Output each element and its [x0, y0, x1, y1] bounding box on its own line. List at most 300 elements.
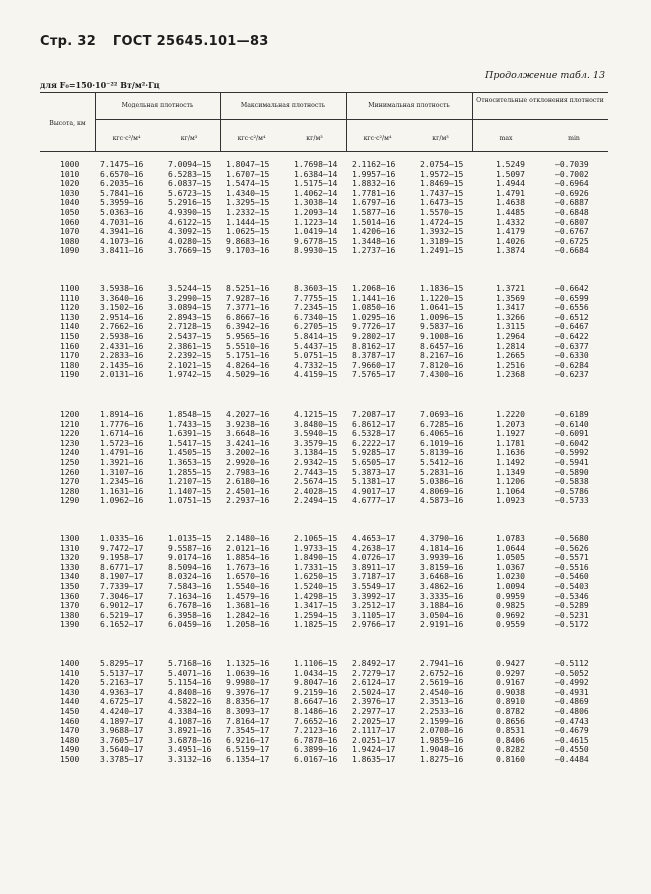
max-kgs-cell: 4.8264—16: [226, 360, 270, 370]
min-kgs-cell: 1.4206—16: [352, 227, 396, 237]
altitude-cell: 1040: [60, 198, 80, 208]
max-kg-cell: 4.1215—15: [294, 410, 338, 419]
model-kgs-cell: 7.1475—16: [100, 160, 144, 169]
rel-max-cell: 1.1927: [496, 429, 525, 439]
max-kgs-cell: 6.9216—17: [226, 735, 270, 745]
rel-max-cell: 1.0783: [496, 534, 525, 543]
max-kgs-cell: 6.5159—17: [226, 745, 270, 755]
model-kg-cell: 3.3132—16: [168, 754, 212, 764]
rel-max-cell: 0.9297: [496, 668, 525, 678]
max-kgs-cell: 7.9287—16: [226, 293, 270, 303]
max-kgs-cell: 1.0625—15: [226, 227, 270, 237]
rel-max-cell: 0.9038: [496, 687, 525, 697]
altitude-cell: 1150: [60, 331, 80, 341]
max-kg-cell: 1.6384—14: [294, 169, 338, 179]
max-kgs-cell: 3.9238—16: [226, 419, 270, 429]
altitude-cell: 1380: [60, 610, 80, 620]
max-kgs-cell: 6.3942—16: [226, 322, 270, 332]
min-kgs-cell: 5.6505—17: [352, 457, 396, 467]
altitude-cell: 1310: [60, 543, 80, 553]
model-kg-cell: 4.6122—15: [168, 217, 212, 227]
min-kgs-cell: 1.7781—16: [352, 188, 396, 198]
rel-min-cell: —0.6189: [555, 410, 589, 419]
model-kgs-cell: 5.7841—16: [100, 188, 144, 198]
model-kg-cell: 5.4071—16: [168, 668, 212, 678]
min-kgs-cell: 1.2068—16: [352, 284, 396, 293]
table-row: [40, 448, 608, 458]
max-kg-cell: 1.4062—14: [294, 188, 338, 198]
rel-max-cell: 1.2220: [496, 410, 525, 419]
model-kg-cell: 2.1021—15: [168, 360, 212, 370]
min-kg-cell: 7.0693—16: [420, 410, 464, 419]
min-kgs-cell: 1.5877—16: [352, 207, 396, 217]
min-kgs-cell: 1.8635—17: [352, 754, 396, 764]
model-kg-cell: 4.5822—16: [168, 697, 212, 707]
max-kg-cell: 7.2123—16: [294, 726, 338, 736]
model-kg-cell: 1.0135—15: [168, 534, 212, 543]
model-kg-cell: 2.5437—15: [168, 331, 212, 341]
table-row: [40, 410, 608, 420]
table-header: [40, 92, 608, 152]
max-kgs-cell: 1.3681—16: [226, 601, 270, 611]
max-kg-cell: 1.0434—15: [294, 668, 338, 678]
table-row: [40, 601, 608, 611]
min-kgs-cell: 4.9017—17: [352, 486, 396, 496]
model-kg-cell: 3.8921—16: [168, 726, 212, 736]
table-row: [40, 342, 608, 352]
row-group: [40, 284, 608, 380]
rel-max-cell: 0.9559: [496, 620, 525, 630]
rel-min-cell: —0.4484: [555, 754, 589, 764]
rel-max-cell: 0.9959: [496, 591, 525, 601]
altitude-cell: 1050: [60, 207, 80, 217]
altitude-cell: 1330: [60, 562, 80, 572]
min-kg-cell: 1.1220—15: [420, 293, 464, 303]
rel-min-cell: —0.6926: [555, 188, 589, 198]
min-kgs-cell: 7.5765—17: [352, 370, 396, 380]
row-group: [40, 410, 608, 506]
rel-min-cell: —0.5289: [555, 601, 589, 611]
max-kgs-cell: 5.1751—16: [226, 351, 270, 361]
model-kg-cell: 1.2855—15: [168, 467, 212, 477]
row-group: [40, 160, 608, 256]
rel-min-cell: —0.6964: [555, 179, 589, 189]
table-row: [40, 208, 608, 218]
min-kg-cell: 1.0641—15: [420, 303, 464, 313]
table-row: [40, 458, 608, 468]
model-kg-cell: 8.0324—16: [168, 572, 212, 582]
rel-max-cell: 0.9825: [496, 601, 525, 611]
min-kgs-cell: 7.9660—17: [352, 360, 396, 370]
model-kgs-cell: 3.1502—16: [100, 303, 144, 313]
flux-condition: для F₀=150·10⁻²² Вт/м²·Гц: [40, 80, 160, 90]
altitude-cell: 1110: [60, 293, 80, 303]
max-kgs-cell: 9.1703—16: [226, 246, 270, 256]
rel-min-cell: —0.4679: [555, 726, 589, 736]
altitude-cell: 1080: [60, 236, 80, 246]
model-kgs-cell: 8.1907—17: [100, 572, 144, 582]
table-row: [40, 659, 608, 669]
model-kgs-cell: 3.8411—16: [100, 246, 144, 256]
model-kg-cell: 7.5843—16: [168, 581, 212, 591]
max-kgs-cell: 5.5510—16: [226, 341, 270, 351]
rel-min-cell: —0.5786: [555, 486, 589, 496]
model-kg-cell: 4.9390—15: [168, 207, 212, 217]
max-kg-cell: 7.2345—15: [294, 303, 338, 313]
max-kgs-cell: 2.1480—16: [226, 534, 270, 543]
min-kgs-cell: 1.0295—16: [352, 312, 396, 322]
min-kg-cell: 1.9572—15: [420, 169, 464, 179]
max-kg-cell: 5.0751—15: [294, 351, 338, 361]
rel-max-cell: 1.0094: [496, 581, 525, 591]
min-kg-cell: 2.0708—16: [420, 726, 464, 736]
max-kg-cell: 1.1106—15: [294, 659, 338, 668]
min-kgs-cell: 8.3787—17: [352, 351, 396, 361]
model-kg-cell: 5.6723—15: [168, 188, 212, 198]
max-kg-cell: 4.4159—15: [294, 370, 338, 380]
altitude-cell: 1280: [60, 486, 80, 496]
rel-max-cell: 0.8160: [496, 754, 525, 764]
model-kgs-cell: 1.1631—16: [100, 486, 144, 496]
min-kg-cell: 5.8139—16: [420, 448, 464, 458]
min-kg-cell: 3.4862—16: [420, 581, 464, 591]
rel-max-cell: 1.4179: [496, 227, 525, 237]
rel-max-cell: 1.3417: [496, 303, 525, 313]
model-kgs-cell: 9.7472—17: [100, 543, 144, 553]
max-kg-cell: 2.7443—15: [294, 467, 338, 477]
min-kg-cell: 2.0754—15: [420, 160, 464, 169]
max-density-header: Максимальная плотность: [240, 102, 326, 109]
max-kgs-cell: 1.5474—15: [226, 179, 270, 189]
table-row: [40, 669, 608, 679]
rel-max-cell: 1.1492: [496, 457, 525, 467]
max-kg-cell: 3.1384—15: [294, 448, 338, 458]
model-kg-cell: 3.6878—16: [168, 735, 212, 745]
table-row: [40, 726, 608, 736]
page-header: [40, 34, 281, 49]
max-kgs-cell: 9.9980—17: [226, 678, 270, 688]
altitude-cell: 1250: [60, 457, 80, 467]
altitude-cell: 1480: [60, 735, 80, 745]
model-kgs-cell: 8.6771—17: [100, 562, 144, 572]
min-kgs-cell: 9.2802—17: [352, 331, 396, 341]
max-kgs-cell: 1.2332—15: [226, 207, 270, 217]
max-kgs-cell: 1.2842—16: [226, 610, 270, 620]
model-kgs-cell: 1.4791—16: [100, 448, 144, 458]
model-kg-cell: 5.2916—15: [168, 198, 212, 208]
altitude-cell: 1230: [60, 438, 80, 448]
min-kgs-cell: 1.9957—16: [352, 169, 396, 179]
min-kgs-cell: 6.5328—17: [352, 429, 396, 439]
min-kg-cell: 3.9939—16: [420, 553, 464, 563]
rel-min-cell: —0.6377: [555, 341, 589, 351]
max-kg-cell: 1.3038—14: [294, 198, 338, 208]
altitude-cell: 1340: [60, 572, 80, 582]
table-row: [40, 160, 608, 170]
max-kg-cell: 1.1825—15: [294, 620, 338, 630]
table-row: [40, 370, 608, 380]
table-row: [40, 736, 608, 746]
model-kg-cell: 3.5244—15: [168, 284, 212, 293]
max-kg-cell: 1.0419—14: [294, 227, 338, 237]
max-kgs-cell: 1.5540—16: [226, 581, 270, 591]
altitude-cell: 1260: [60, 467, 80, 477]
max-kg-cell: 9.2159—16: [294, 687, 338, 697]
rel-min-cell: —0.5112: [555, 659, 589, 668]
min-kg-cell: 2.2533—16: [420, 706, 464, 716]
rel-max-cell: 1.5249: [496, 160, 525, 169]
table-row: [40, 620, 608, 630]
model-kgs-cell: 1.3921—16: [100, 457, 144, 467]
altitude-cell: 1200: [60, 410, 80, 419]
rel-min-cell: —0.4806: [555, 706, 589, 716]
table-row: [40, 477, 608, 487]
min-kgs-cell: 1.9424—17: [352, 745, 396, 755]
table-row: [40, 572, 608, 582]
rel-min-cell: —0.6684: [555, 246, 589, 256]
table-row: [40, 745, 608, 755]
min-kg-cell: 2.6752—16: [420, 668, 464, 678]
table-row: [40, 332, 608, 342]
rel-max-cell: 1.2368: [496, 370, 525, 380]
model-kg-cell: 1.6391—15: [168, 429, 212, 439]
rel-min-cell: —0.5941: [555, 457, 589, 467]
model-kgs-cell: 9.1958—17: [100, 553, 144, 563]
altitude-cell: 1320: [60, 553, 80, 563]
max-kg-cell: 8.3603—15: [294, 284, 338, 293]
rel-max-cell: 1.3569: [496, 293, 525, 303]
min-kg-cell: 3.0504—16: [420, 610, 464, 620]
min-kg-cell: 4.5873—16: [420, 496, 464, 506]
min-kg-cell: 9.1008—16: [420, 331, 464, 341]
min-kgs-cell: 5.3873—17: [352, 467, 396, 477]
model-kgs-cell: 6.6570—16: [100, 169, 144, 179]
rel-max-cell: 1.1206: [496, 477, 525, 487]
model-kg-cell: 2.8943—15: [168, 312, 212, 322]
altitude-cell: 1240: [60, 448, 80, 458]
model-kgs-cell: 4.9363—17: [100, 687, 144, 697]
table-row: [40, 697, 608, 707]
altitude-cell: 1400: [60, 659, 80, 668]
rel-min-cell: —0.5733: [555, 496, 589, 506]
rel-max-cell: 0.8282: [496, 745, 525, 755]
min-kg-cell: 2.3513—16: [420, 697, 464, 707]
rel-min-cell: —0.6467: [555, 322, 589, 332]
min-kgs-cell: 4.2638—17: [352, 543, 396, 553]
model-kg-cell: 1.7433—15: [168, 419, 212, 429]
table-row: [40, 563, 608, 573]
min-kg-cell: 2.7941—16: [420, 659, 464, 668]
model-kg-cell: 4.3092—15: [168, 227, 212, 237]
min-kg-cell: 8.6457—16: [420, 341, 464, 351]
rel-min-cell: —0.6422: [555, 331, 589, 341]
standard-code: ГОСТ 25645.101—83: [112, 34, 269, 49]
model-kg-cell: 6.3958—16: [168, 610, 212, 620]
rel-min-cell: —0.6887: [555, 198, 589, 208]
table-row: [40, 170, 608, 180]
max-kgs-cell: 2.9920—16: [226, 457, 270, 467]
max-kg-cell: 3.8480—15: [294, 419, 338, 429]
max-kgs-cell: 1.1444—15: [226, 217, 270, 227]
rel-min-cell: —0.6330: [555, 351, 589, 361]
max-kgs-cell: 1.8047—15: [226, 160, 270, 169]
altitude-cell: 1420: [60, 678, 80, 688]
model-density-header: Модельная плотность: [121, 102, 194, 109]
min-kgs-cell: 4.0726—17: [352, 553, 396, 563]
table-row: [40, 420, 608, 430]
rel-max-cell: 1.0923: [496, 496, 525, 506]
table-row: [40, 361, 608, 371]
min-kgs-cell: 1.6797—16: [352, 198, 396, 208]
max-kgs-cell: 8.8356—17: [226, 697, 270, 707]
max-kg-cell: 1.7331—15: [294, 562, 338, 572]
model-kgs-cell: 6.5219—17: [100, 610, 144, 620]
max-kg-cell: 4.7332—15: [294, 360, 338, 370]
min-kgs-cell: 5.9285—17: [352, 448, 396, 458]
max-kg-cell: 8.1486—16: [294, 706, 338, 716]
altitude-cell: 1290: [60, 496, 80, 506]
rel-min-cell: —0.7039: [555, 160, 589, 169]
rel-max-cell: 1.1064: [496, 486, 525, 496]
rel-max-cell: 1.4944: [496, 179, 525, 189]
model-kg-cell: 2.3861—15: [168, 341, 212, 351]
min-kg-cell: 7.8120—16: [420, 360, 464, 370]
model-kgs-cell: 3.3640—16: [100, 293, 144, 303]
altitude-cell: 1100: [60, 284, 80, 293]
model-kg-cell: 4.8408—16: [168, 687, 212, 697]
model-kgs-cell: 1.8914—16: [100, 410, 144, 419]
rel-min-cell: —0.4992: [555, 678, 589, 688]
max-kg-cell: 1.5175—14: [294, 179, 338, 189]
model-kg-cell: 1.8548—15: [168, 410, 212, 419]
min-kg-cell: 5.2831—16: [420, 467, 464, 477]
model-kgs-cell: 2.0131—16: [100, 370, 144, 380]
model-kgs-cell: 4.3941—16: [100, 227, 144, 237]
rel-min-cell: —0.4869: [555, 697, 589, 707]
min-kgs-cell: 9.7726—17: [352, 322, 396, 332]
rel-min-cell: —0.6512: [555, 312, 589, 322]
min-kgs-cell: 1.2737—16: [352, 246, 396, 256]
table-row: [40, 303, 608, 313]
model-kg-cell: 9.0174—16: [168, 553, 212, 563]
altitude-cell: 1170: [60, 351, 80, 361]
min-kg-cell: 1.8275—16: [420, 754, 464, 764]
model-kgs-cell: 2.5938—16: [100, 331, 144, 341]
min-kg-cell: 4.3790—16: [420, 534, 464, 543]
model-kg-cell: 9.5587—16: [168, 543, 212, 553]
rel-max-cell: 1.0505: [496, 553, 525, 563]
min-kgs-cell: 1.3448—16: [352, 236, 396, 246]
model-kgs-cell: 3.5938—16: [100, 284, 144, 293]
rel-max-cell: 0.8656: [496, 716, 525, 726]
max-kg-cell: 6.0167—16: [294, 754, 338, 764]
min-kg-cell: 3.1884—16: [420, 601, 464, 611]
table-row: [40, 534, 608, 544]
rel-max-cell: 1.4638: [496, 198, 525, 208]
min-kgs-cell: 1.8832—16: [352, 179, 396, 189]
min-kgs-cell: 3.2512—17: [352, 601, 396, 611]
altitude-cell: 1470: [60, 726, 80, 736]
altitude-cell: 1090: [60, 246, 80, 256]
max-kg-cell: 1.8490—15: [294, 553, 338, 563]
rel-max-cell: 1.3115: [496, 322, 525, 332]
max-kg-cell: 1.9733—15: [294, 543, 338, 553]
rel-min-cell: —0.5680: [555, 534, 589, 543]
min-kgs-cell: 3.3992—17: [352, 591, 396, 601]
min-kgs-cell: 2.8492—17: [352, 659, 396, 668]
table-row: [40, 189, 608, 199]
min-kgs-cell: 5.1381—17: [352, 477, 396, 487]
model-kg-cell: 1.9742—15: [168, 370, 212, 380]
max-kg-cell: 8.9930—15: [294, 246, 338, 256]
unit-kgs: кгс·с²/м⁴: [363, 135, 392, 142]
min-kg-cell: 1.5570—15: [420, 207, 464, 217]
rel-min-cell: —0.4743: [555, 716, 589, 726]
max-kg-cell: 5.8414—15: [294, 331, 338, 341]
model-kgs-cell: 7.7339—17: [100, 581, 144, 591]
model-kgs-cell: 5.8295—17: [100, 659, 144, 668]
min-kgs-cell: 4.4653—17: [352, 534, 396, 543]
max-kgs-cell: 7.3545—17: [226, 726, 270, 736]
rel-max-cell: 0.9427: [496, 659, 525, 668]
min-kgs-cell: 2.7279—17: [352, 668, 396, 678]
table-row: [40, 198, 608, 208]
max-kgs-cell: 2.0121—16: [226, 543, 270, 553]
min-kgs-cell: 3.8911—17: [352, 562, 396, 572]
min-kg-cell: 6.4065—16: [420, 429, 464, 439]
rel-max-cell: 1.0230: [496, 572, 525, 582]
min-kg-cell: 3.6468—16: [420, 572, 464, 582]
altitude-cell: 1270: [60, 477, 80, 487]
rel-min-cell: —0.5992: [555, 448, 589, 458]
max-kg-cell: 1.4298—15: [294, 591, 338, 601]
model-kg-cell: 2.2392—15: [168, 351, 212, 361]
model-kgs-cell: 3.9688—17: [100, 726, 144, 736]
min-kg-cell: 5.0386—16: [420, 477, 464, 487]
min-kgs-cell: 2.3976—17: [352, 697, 396, 707]
min-kg-cell: 4.8069—16: [420, 486, 464, 496]
min-density-header: Минимальная плотность: [368, 102, 450, 109]
rel-max-cell: 1.0644: [496, 543, 525, 553]
max-kg-cell: 7.7755—15: [294, 293, 338, 303]
model-kgs-cell: 1.6714—16: [100, 429, 144, 439]
model-kgs-cell: 4.1897—17: [100, 716, 144, 726]
min-kgs-cell: 1.1441—16: [352, 293, 396, 303]
unit-kg: кг/м³: [432, 135, 449, 142]
rel-min-cell: —0.5231: [555, 610, 589, 620]
min-kgs-cell: 4.6777—17: [352, 496, 396, 506]
rel-min-cell: —0.5460: [555, 572, 589, 582]
max-kgs-cell: 5.9565—16: [226, 331, 270, 341]
max-label: max: [499, 135, 513, 142]
rel-max-cell: 0.8531: [496, 726, 525, 736]
rel-min-cell: —0.4931: [555, 687, 589, 697]
altitude-cell: 1120: [60, 303, 80, 313]
max-kg-cell: 2.5674—15: [294, 477, 338, 487]
model-kgs-cell: 1.7776—16: [100, 419, 144, 429]
min-kg-cell: 1.3932—15: [420, 227, 464, 237]
min-kgs-cell: 2.1117—17: [352, 726, 396, 736]
altitude-cell: 1430: [60, 687, 80, 697]
rel-min-cell: —0.5516: [555, 562, 589, 572]
min-kg-cell: 7.4300—16: [420, 370, 464, 380]
min-kg-cell: 6.1019—16: [420, 438, 464, 448]
model-kgs-cell: 1.2345—16: [100, 477, 144, 487]
rel-max-cell: 1.0367: [496, 562, 525, 572]
altitude-cell: 1000: [60, 160, 80, 169]
min-kg-cell: 1.3189—15: [420, 236, 464, 246]
relative-deviation-header: Относительные отклонения плотности: [476, 97, 604, 104]
